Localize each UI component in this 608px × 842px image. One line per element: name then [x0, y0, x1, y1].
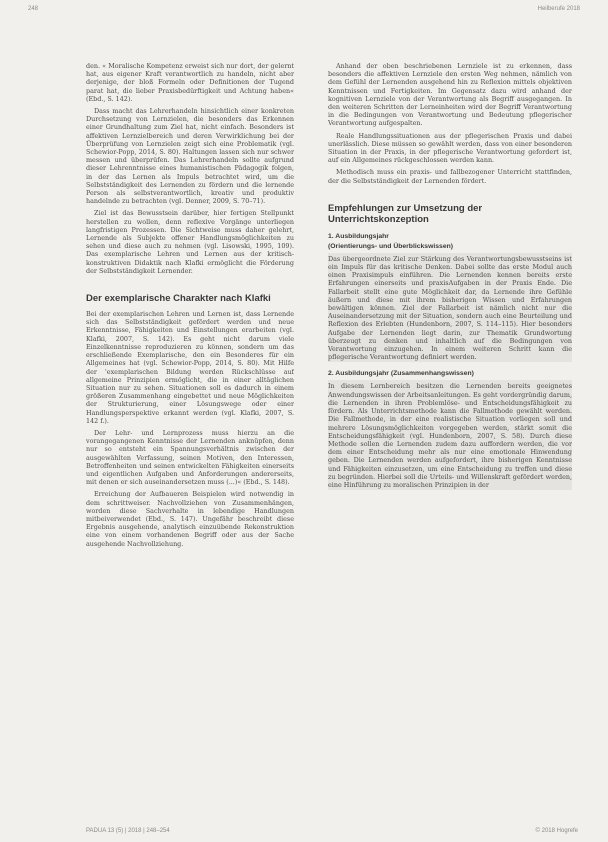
paragraph: den. « Moralische Kompetenz erweist sich nur dort, der gelernt hat, aus eigener Kraft verantwortlich zu handeln, nicht aber derjenige, der bloß Formeln oder Definitionen der Tugend parat hat, die lieber Praxisbedürftigkeit und Achtung haben« (Ebd., S. 142). [86, 62, 294, 103]
section-heading: Der exemplarische Charakter nach Klafki [86, 293, 271, 305]
paragraph: In diesem Lernbereich besitzen die Lernenden bereits geeignetes Anwendungswissen der Arbeitsanleitungen. Es geht vordergründig darum, die Lernenden in ihren Problemlöse- und Entscheidungsfähigkeit zu fördern. Als Unterrichtsmethode kann die Fallmethode gewählt werden. Die Fallmethode, in der eine realistische Situation vorliegen soll und mehrere Lösungsmöglichkeiten vorgegeben werden, stärkt somit die Entscheidungsfähigkeit (vgl. Hundenborn, 2007, S. 58). Durch diese Methode sollen die Lernenden zudem dazu auffordern werden, die vor dem einer Entscheidung mehr als nur eine emotionale Hinwendung geben. Die Lernenden werden aufgefordert, ihre bisherigen Kenntnisse und Fähigkeiten einzusetzen, um eine Entscheidung zu treffen und diese zu begründen. Hierbei soll die Urteils- und Willenskraft gefördert werden, eine Hinführung zu moralischen Prinzipien in der [328, 382, 572, 489]
page-number: 248 [28, 6, 39, 12]
paragraph: Dass macht das Lehrerhandeln hinsichtlich einer konkreten Durchsetzung von Lernzielen, die besonders das Erkennen einer Grundhaltung zum Ziel hat, nicht einfach. Besonders ist affektiven Lernzielbereich und deren Verwirklichung bei der Überprüfung von Lernzielen zeigt sich eine Problematik (vgl. Schewior-Popp, 2014, S. 80). Haltungen lassen sich nur schwer messen und überprüfen. Das Lehrerhandeln sollte aufgrund dieser Lehrenntnisse eines humanistischen Pädagogik folgen, in der das Lernen als Impuls betrachtet wird, um die Selbstständigkeit des Lernenden zu fördern und die lernende Person als selbstverantwortlich, kreativ und produktiv handelnde zu betrachten (vgl. Denner, 2009, S. 70–71). [86, 107, 294, 206]
paragraph: Der Lehr- und Lernprozess muss hierzu an die vorangegangenen Kenntnisse der Lernenden anknüpfen, denn nur so entsteht ein Spannungsverhältnis zwischen der ausgewählten Verfassung, seinen Motiven, den Interessen, Betroffenheiten und seinen entwickelten Fähigkeiten einerseits und eigentlichen Aufgaben und Anforderungen andererseits, mit denen er sich auseinandersetzen muss (...)« (Ebd., S. 148). [86, 428, 294, 487]
footer-citation: PADUA 13 (5) | 2018 | 248–254 [86, 828, 170, 834]
highlighted-box [328, 380, 572, 490]
page-header [28, 6, 580, 18]
footer-publisher: © 2018 Hogrefe [535, 828, 578, 834]
paragraph: Methodisch muss ein praxis- und fallbezogener Unterricht stattfinden, der die Selbstständigkeit der Lernenden fördert. [328, 168, 572, 185]
left-column [86, 62, 294, 820]
right-column [328, 62, 572, 820]
paragraph: Ziel ist das Bewusstsein darüber, hier fertigen Stellpunkt herstellen zu wollen, denn reflexive Vorgänge unterliegen langfristigen Prozessen. Die Sichtweise muss daher gelehrt, Lernende als Subjekte offener Handlungsmöglichkeiten zu sehen und diese auch zu nehmen (vgl. Lisowski, 1995, 109). Das exemplarische Lehren und Lernen aus der kritisch-konstruktiven Didaktik nach Klafki ermöglicht die Förderung der Selbstständigkeit Lernender. [86, 209, 294, 275]
paragraph: Bei der exemplarischen Lehren und Lernen ist, dass Lernende sich das Selbstständigkeit gefördert werden und neue Erkenntnisse, Fähigkeiten und Einstellungen erarbeiten (vgl. Klafki, 2007, S. 142). Es geht nicht darum viele Einzelkenntnisse reproduzieren zu können, sondern um das erschließende Exemplarische, den ein Besonderes für ein Allgemeines hat (vgl. Schewior-Popp, 2014, S. 80). Mit Hilfe der 'exemplarischen Bildung werden Rückschlüsse auf allgemeine Prinzipien ermöglicht, die in einer alltäglichen Situation nur zu sehen. Situationen soll es dadurch in einem größeren Zusammenhang eingebettet und neue Möglichkeiten der Strukturierung, einer Lösungswege oder einer Handlungsperspektive erkannt werden (vgl. Klafki, 2007, S. 142 f.). [86, 310, 294, 425]
subsection-title: 2. Ausbildungsjahr (Zusammenhangswissen) [328, 370, 474, 378]
section-heading: Empfehlungen zur Umsetzung der Unterrichtskonzeption [328, 202, 483, 225]
paragraph: Erreichung der Aufbaueren Beispielen wird notwendig in dem schrittweiser. Nachvollziehen von Zusammenhängen, worden diese Sachverhalte in lebendige Handlungen mitbeiverwendet (Ebd., S. 147). Ungefähr beschreibt diese Ergebnis ausgehende, analytisch einzuübende Rekonstruktion eine von einem vorhandenen Begriff oder aus der Sache ausgehende Nachvollziehung. [86, 490, 294, 548]
subsection-title: 1. Ausbildungsjahr [328, 232, 389, 240]
page-footer [86, 828, 578, 838]
subsection-subtitle: (Orientierungs- und Überblickswissen) [328, 242, 454, 250]
paragraph: Das übergeordnete Ziel zur Stärkung des Verantwortungsbewusstseins ist ein Impuls für das kritische Denken. Dabei sollte das erste Modul auch einen Praxisimpuls einführen. Die Lernenden kennen bereits erste Erfahrungen einerseits und praxisAufgaben in der Praxis Ende. Die Fallarbeit stellt eine gute Möglichkeit dar, da Lernende ihre Gefühle äußern und diese mit ihrem bisherigen Wissen und Erfahrungen bewältigen können. Ziel der Fallarbeit ist nämlich nicht nur die Auseinandersetzung mit der Situation, sondern auch eine Beurteilung und Reflexion des Erlebten (Hundenborn, 2007, S. 114–115). Hier besonders Aufgabe der Lernenden liegt darin, zur Thematik Grundwortung überzeugt zu denken und inhaltlich auf die Bedingungen von Verantwortung einzugehen. In einem weiteren Schritt kann die pflegerische Verantwortung definiert werden. [328, 254, 572, 362]
paragraph: Anhand der oben beschriebenen Lernziele ist zu erkennen, dass besonders die affektiven Lernziele den ersten Weg nehmen, nämlich von dem Gefühl der Lernenden ausgehend hin zu Reflexion mittels objektiven Kenntnissen und Fertigkeiten. Im Gegensatz dazu wird anhand der kognitiven Lernziele von der Verantwortung als Begriff ausgegangen. In den weiteren Schritten der Lerneinheiten wird der Begriff Verantwortung in die Bedingungen von Verantwortung und Bedeutung pflegerischer Verantwortung aufgespalten. [328, 62, 572, 128]
running-title: Heilberufe 2018 [537, 6, 580, 12]
highlighted-box [328, 253, 572, 363]
paragraph: Reale Handlungssituationen aus der pflegerischen Praxis und dabei unerlässlich. Diese müssen so gewählt werden, dass von einer besonderen Situation in der Praxis, in der pflegerische Verantwortung gefordert ist, auf ein Allgemeines rückgeschlossen werden kann. [328, 131, 572, 165]
